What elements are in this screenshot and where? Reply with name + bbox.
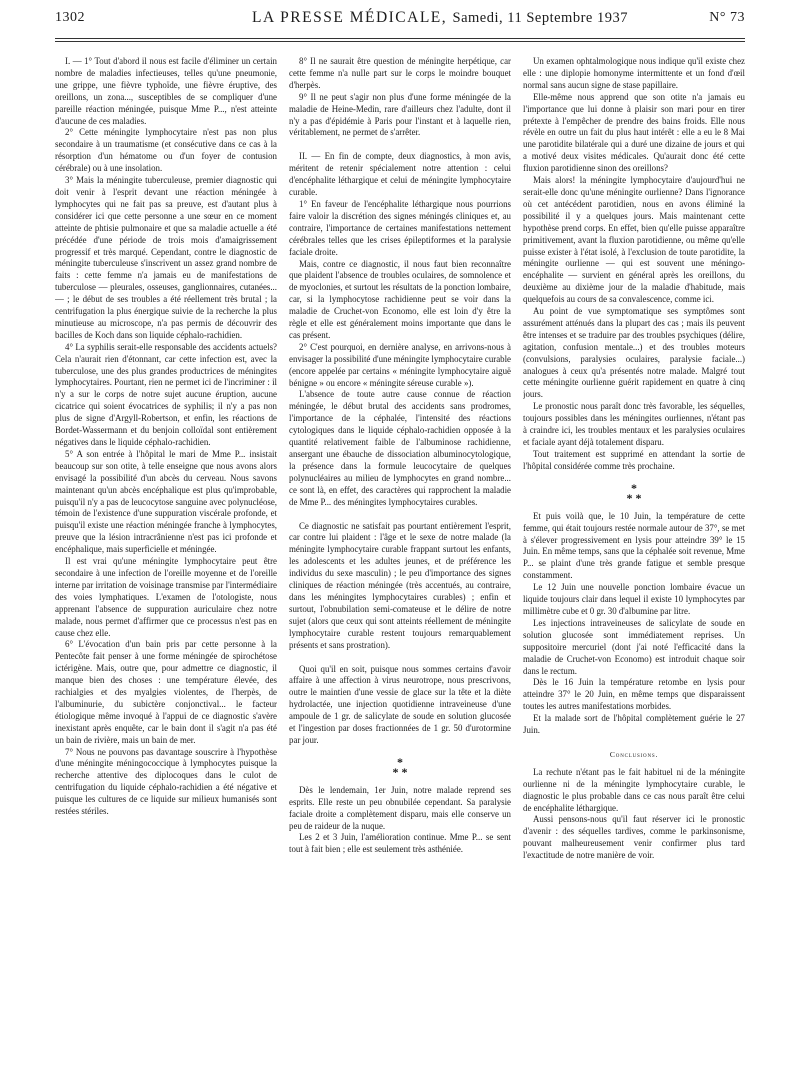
paragraph: Aussi pensons-nous qu'il faut réserver ici le pronostic d'avenir : des séquelles tardives, comme le parkinsonisme, pouvant malheureusement venir confirmer plus tard l'exactitude de notre manière de voir. bbox=[523, 814, 745, 861]
running-title bbox=[215, 9, 665, 27]
column-2 bbox=[289, 56, 511, 1074]
issue-date: Samedi, 11 Septembre 1937 bbox=[452, 10, 628, 26]
paragraph: Tout traitement est supprimé en attendant la sortie de l'hôpital considérée comme très prochaine. bbox=[523, 448, 745, 471]
paragraph: I. — 1° Tout d'abord il nous est facile d'éliminer un certain nombre de maladies infectieuses, telles qu'une pneumonie, une grippe, une fièvre typhoïde, une fièvre éruptive, des oreillons, un zona..., susceptibles de se compliquer d'une pareille réaction méningée, puisque Mme P..., n'est atteinte d'aucune de ces maladies. bbox=[55, 56, 277, 126]
paragraph: Mais, contre ce diagnostic, il nous faut bien reconnaître que plaident l'absence de troubles oculaires, de somnolence et de myoclonies, et surtout les résultats de la ponction lombaire, car, si la lymphocytose rachidienne peut se voir dans la maladie de Cruchet-von Economo, elle est loin d'y être la règle et elle est généralement moins importante que dans le cas présent. bbox=[289, 258, 511, 340]
section-ii-paragraph: II. — En fin de compte, deux diagnostics, à mon avis, méritent de retenir spécialement notre attention : celui d'encéphalite léthargique et celui de méningite lymphocytaire curable. bbox=[289, 151, 511, 198]
header-rule bbox=[55, 38, 745, 42]
paragraph: 6° L'évocation d'un bain pris par cette personne à la Pentecôte fait penser à une forme méningée de spirochétose ictérigène. Mais, outre que, pour admettre ce diagnostic, il manque bien des choses : une température élevée, des rachialgies et des myalgies violentes, de l'herpès, de l'albuminurie, du subictère conjonctival... le facteur étiologique même invoqué à l'appui de ce diagnostic s'avère inexistant après enquête, car le bain dont il s'agit n'a pas été un bain de rivière, mais un bain de mer. bbox=[55, 639, 277, 745]
section-stars: * * * bbox=[626, 480, 642, 505]
paragraph: 2° Cette méningite lymphocytaire n'est pas non plus secondaire à un traumatisme (et consécutive dans ce cas à la résorption d'un hématome ou d'un foyer de contusion cérébrale) ou à une insolation. bbox=[55, 127, 277, 174]
paragraph: Et la malade sort de l'hôpital complètement guérie le 27 Juin. bbox=[523, 713, 745, 736]
paragraph: Et puis voilà que, le 10 Juin, la température de cette femme, qui était toujours restée normale autour de 37°, se met à s'élever progressivement en lysis pour atteindre 39° le 15 Juin. En même temps, sans que la céphalée soit revenue, Mme P... se plaint d'une très grande fatigue et semble presque constamment. bbox=[523, 510, 745, 581]
issue-number: N° 73 bbox=[709, 10, 745, 25]
paragraph: La rechute n'étant pas le fait habituel ni de la méningite ourlienne ni de la méningite lymphocytaire curable, le diagnostic le plus probable dans ce cas nous paraît être celui de encéphalite léthargique. bbox=[523, 766, 745, 813]
paragraph: 3° Mais la méningite tuberculeuse, premier diagnostic qui doit venir à l'esprit devant une réaction méningée à lymphocytes qui ne fait pas sa preuve, est d'autant plus à considérer ici que cette personne a une sœur en ce moment atteinte de phtisie pulmonaire et que sa maladie actuelle a été précédée d'une période de trois mois d'amaigrissement progressif et très marqué. Cependant, contre le diagnostic de méningite tuberculeuse s'inscrivent un assez grand nombre de faits : cette femme n'a jamais eu de manifestations de tuberculose — pleurales, osseuses, ganglionnaires, cutanées... — ; le début de ses troubles a été réellement très brutal ; la centrifugation la plus énergique suivie de la recherche la plus minutieuse au microscope, n'a pas permis de découvrir des bacilles de Koch dans son liquide céphalo-rachidien. bbox=[55, 175, 277, 340]
paragraph: Un examen ophtalmologique nous indique qu'il existe chez elle : une diplopie homonyme intermittente et un fond d'œil normal sans aucun signe de stase papillaire. bbox=[523, 56, 745, 90]
paragraph: Dès le lendemain, 1er Juin, notre malade reprend ses esprits. Elle reste un peu obnubilée cependant. Sa paralysie faciale droite a complètement disparu, mais elle conserve un peu de raideur de la nuque. bbox=[289, 784, 511, 831]
conclusions-heading: Conclusions. bbox=[609, 749, 659, 759]
paragraph: Les injections intraveineuses de salicylate de soude en solution glucosée sont immédiatement reprises. Un suppositoire mercuriel (dont j'ai noté l'efficacité dans la maladie de Cruchet-von Economo) est introduit chaque soir dans le rectum. bbox=[523, 617, 745, 676]
paragraph: 7° Nous ne pouvons pas davantage souscrire à l'hypothèse d'une méningite méningococcique à lymphocytes puisque la recherche attentive des diplocoques dans le culot de centrifugation du liquide céphalo-rachidien a été négative et puisque les cultures de ce liquide sur milieux humanisés sont restées stériles. bbox=[55, 746, 277, 817]
paragraph: Elle-même nous apprend que son otite n'a jamais eu l'importance que lui donne à plaisir son mari pour en tirer prétexte à l'empêcher de prendre des bains froids. Elle nous révèle en outre un fait du plus haut intérêt : elle a eu le 8 Mai une parotidite bilatérale qui a duré une dizaine de jours et qui a motivé deux visites médicales. Qu'aurait donc été cette fluxion parotidienne sinon des oreillons? bbox=[523, 91, 745, 174]
page-number: 1302 bbox=[55, 10, 85, 25]
paragraph: 8° Il ne saurait être question de méningite herpétique, car cette femme n'a nulle part sur le corps le moindre bouquet d'herpès. bbox=[289, 56, 511, 90]
paragraph: 1° En faveur de l'encéphalite léthargique nous pourrions faire valoir la discrétion des signes méningés cliniques et, au contraire, l'importance de certaines manifestations nettement cérébrales telles que les crises épileptiformes et la paralysie faciale droite. bbox=[289, 198, 511, 257]
section-stars: * * * bbox=[392, 754, 408, 779]
paragraph: Quoi qu'il en soit, puisque nous sommes certains d'avoir affaire à une affection à virus neurotrope, nous prescrivons, outre le maintien d'une vessie de glace sur la tête et la diète hydrolactée, une injection quotidienne intraveineuse d'une ampoule de 1 gr. de salicylate de soude en solution glucosée et l'ingestion par doses fractionnées de 1 gr. 50 d'urotormine par jour. bbox=[289, 663, 511, 745]
paragraph: 5° A son entrée à l'hôpital le mari de Mme P... insistait beaucoup sur son otite, à telle enseigne que nous avons alors envisagé la possibilité d'un abcès du cerveau. Nous savons maintenant qu'un abcès encéphalique est plus qu'improbable, puisqu'il n'y a pas de leucocytose sanguine avec polynucléose, témoin de l'existence d'une suppuration viscérale profonde, et puisqu'il existe une réaction méningée franche à lymphocytes, preuve que la lésion intracrânienne n'est pas ici profonde et encéphalique, mais superficielle et méningée. bbox=[55, 448, 277, 555]
paragraph: L'absence de toute autre cause connue de réaction méningée, le début brutal des accidents sans prodromes, l'importance de la céphalée, l'intensité des réactions cytologiques dans le liquide céphalo-rachidien opposée à la quantité relativement faible de l'albuminose rachidienne, ansergant une ébauche de dissociation albuminocytologique, la présence dans la formule leucocytaire de quelques polynucléaires au milieu de lymphocytes en grand nombre... ce sont là, en effet, des caractères qui rapprochent la maladie de Mme P... des méningites lymphocytaires curables. bbox=[289, 389, 511, 507]
paragraph: Le 12 Juin une nouvelle ponction lombaire évacue un liquide toujours clair dans lequel il existe 10 lymphocytes par millimètre cube et 0 gr. 30 d'albumine par litre. bbox=[523, 582, 745, 616]
paragraph: Le pronostic nous paraît donc très favorable, les séquelles, toujours possibles dans les méningites ourliennes, n'étant pas à craindre ici, les troubles mentaux et les paralysies oculaires et faciale ayant déjà totalement disparu. bbox=[523, 401, 745, 447]
paragraph: 2° C'est pourquoi, en dernière analyse, en arrivons-nous à envisager la possibilité d'une méningite lymphocytaire curable (encore appelée par certains « méningite lymphocytaire aiguë bénigne » ou encore « méningite séreuse curable »). bbox=[289, 341, 511, 388]
paragraph: Ce diagnostic ne satisfait pas pourtant entièrement l'esprit, car contre lui plaident : l'âge et le sexe de notre malade (la méningite lymphocytaire curable frappant surtout les enfants, les adolescents et les adultes jeunes, et de préférence les individus du sexe masculin) ; le peu d'importance des signes cliniques de réaction méningée (très accentués, au contraire, dans les méningites lymphocytaires curables) ; enfin et surtout, l'obnubilation semi-comateuse et le délire de notre sujet (alors que ceux qui sont atteints réellement de méningite lymphocytaire curable restent toujours remarquablement présents et sans prostration). bbox=[289, 520, 511, 650]
paragraph: Au point de vue symptomatique ses symptômes sont assurément atténués dans la plupart des cas ; mais ils peuvent être intenses et se traduire par des troubles psychiques (délire, agitation, confusion mentale...) et des troubles moteurs (convulsions, paralysies oculaires, paralysie faciale...) analogues à ceux qu'a présentés notre malade. Malgré tout cette méningite ourlienne guérit rapidement en quatre à cinq jours. bbox=[523, 306, 745, 400]
paragraph: Mais alors! la méningite lymphocytaire d'aujourd'hui ne serait-elle donc qu'une méningite ourlienne? Dans l'ignorance où cet antécédent parotidien, nous en avons éliminé la possibilité il y a quelques jours. Mais maintenant cette hypothèse prend corps. En effet, bien qu'elle puisse apparaître primitivement, avant la fluxion parotidienne, ou même qu'elle puisse exister à l'état isolé, à l'exclusion de toute parotidite, la méningite ourlienne — qui est souvent une méningo-encéphalite — survient en général après les oreillons, du deuxième au dixième jour de la maladie d'habitude, mais quelquefois au cours de sa convalescence, comme ici. bbox=[523, 175, 745, 305]
paragraph: Les 2 et 3 Juin, l'amélioration continue. Mme P... se sent tout à fait bien ; elle est seulement très asthéniée. bbox=[289, 832, 511, 855]
paragraph: Dès le 16 Juin la température retombe en lysis pour atteindre 37° le 20 Juin, en même temps que disparaissent toutes les autres manifestations morbides. bbox=[523, 677, 745, 712]
column-1 bbox=[55, 56, 277, 1074]
page-header bbox=[55, 0, 745, 50]
paragraph: 9° Il ne peut s'agir non plus d'une forme méningée de la maladie de Heine-Medin, rare d'ailleurs chez l'adulte, dont il n'y a pas d'épidémie à Paris pour l'instant et à laquelle rien, véritablement, ne permet de s'arrêter. bbox=[289, 91, 511, 138]
article-body bbox=[55, 56, 745, 1074]
column-3 bbox=[523, 56, 745, 1074]
paragraph: Il est vrai qu'une méningite lymphocytaire peut être secondaire à une infection de l'oreille moyenne et de l'oreille interne par irritation de voisinage transmise par l'intermédiaire des voies lymphatiques. L'examen de l'otologiste, nous apprenant l'absence de suppuration auriculaire chez notre malade, nous permet d'affirmer que ce processus n'est pas en cause chez elle. bbox=[55, 556, 277, 638]
paragraph: 4° La syphilis serait-elle responsable des accidents actuels? Cela n'aurait rien d'étonnant, car cette infection est, avec la tuberculose, une des plus grandes productrices de méningites lymphocytaires. Pourtant, rien ne permet ici de l'incriminer : il n'y a sur le corps de notre sujet aucune éruption, aucune cicatrice qui soient évocatrices de syphilis; il n'y a pas non plus de signe d'Argyll-Robertson, et enfin, les réactions de Bordet-Wassermann et du benjoin colloïdal sont entièrement négatives dans le liquide céphalo-rachidien. bbox=[55, 341, 277, 447]
journal-name: LA PRESSE MÉDICALE, bbox=[252, 9, 448, 26]
